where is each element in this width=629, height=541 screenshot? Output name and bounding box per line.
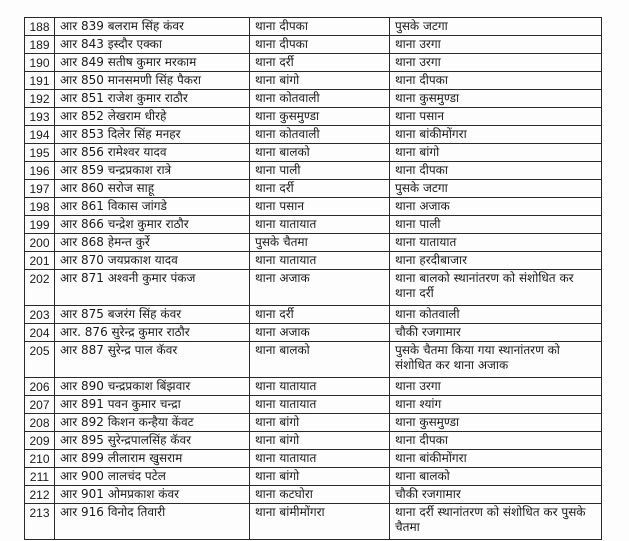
name-cell-text: आर 850 मानसमणी सिंह पैकरा (60, 73, 201, 87)
current-posting-cell-text: थाना पाली (255, 163, 301, 177)
transfer-posting-cell (390, 450, 602, 468)
current-posting-cell (250, 414, 390, 432)
transfer-posting-cell (390, 18, 602, 36)
transfer-posting-cell-text: थाना दर्री स्थानांतरण को संशोधित कर पुसके चैतमा (395, 505, 586, 534)
table-row (25, 270, 602, 306)
name-cell (55, 90, 250, 108)
current-posting-cell (250, 180, 390, 198)
transfer-posting-cell-text: थाना बांगो (395, 145, 440, 159)
current-posting-cell (250, 216, 390, 234)
serial-number-cell (25, 72, 55, 90)
table-row (25, 72, 602, 90)
serial-number-cell (25, 108, 55, 126)
current-posting-cell (250, 324, 390, 342)
current-posting-cell (250, 108, 390, 126)
table-row (25, 108, 602, 126)
current-posting-cell-text: थाना अजाक (255, 325, 310, 339)
current-posting-cell-text: थाना पसान (255, 199, 305, 213)
name-cell (55, 216, 250, 234)
transfer-posting-cell (390, 324, 602, 342)
serial-number-cell (25, 180, 55, 198)
current-posting-cell (250, 18, 390, 36)
serial-number-cell-text: 195 (29, 146, 50, 160)
name-cell-text: आर 852 लेखराम धीरहे (60, 109, 167, 123)
transfer-posting-cell (390, 234, 602, 252)
current-posting-cell-text: थाना बालको (255, 343, 310, 357)
current-posting-cell-text: थाना अजाक (255, 271, 310, 285)
table-row (25, 324, 602, 342)
name-cell (55, 306, 250, 324)
transfer-posting-cell (390, 54, 602, 72)
serial-number-cell-text: 213 (29, 506, 50, 520)
transfer-posting-cell-text: थाना बांकीमोंगरा (395, 127, 467, 141)
serial-number-cell-text: 191 (29, 74, 50, 88)
current-posting-cell (250, 342, 390, 378)
transfer-posting-cell (390, 432, 602, 450)
current-posting-cell-text: थाना कोतवाली (255, 91, 320, 105)
transfer-posting-cell (390, 198, 602, 216)
name-cell (55, 108, 250, 126)
transfer-posting-cell (390, 144, 602, 162)
name-cell-text: आर. 876 सुरेन्द्र कुमार राठौर (60, 325, 190, 339)
transfer-posting-cell (390, 90, 602, 108)
serial-number-cell (25, 504, 55, 540)
transfer-posting-cell-text: थाना श्यांग (395, 397, 442, 411)
serial-number-cell (25, 270, 55, 306)
serial-number-cell-text: 194 (29, 128, 50, 142)
name-cell-text: आर 895 सुरेन्द्रपालसिंह कॅवर (60, 433, 192, 447)
current-posting-cell (250, 90, 390, 108)
name-cell (55, 54, 250, 72)
current-posting-cell-text: थाना कुसमुण्डा (255, 109, 320, 123)
transfer-posting-cell-text: पुसके जटगा (395, 181, 448, 195)
current-posting-cell-text: थाना यातायात (255, 217, 317, 231)
table-row (25, 18, 602, 36)
transfer-posting-cell (390, 378, 602, 396)
serial-number-cell (25, 162, 55, 180)
transfer-posting-cell (390, 126, 602, 144)
table-row (25, 234, 602, 252)
current-posting-cell (250, 432, 390, 450)
serial-number-cell (25, 36, 55, 54)
transfer-posting-cell (390, 162, 602, 180)
table-row (25, 198, 602, 216)
table-row (25, 180, 602, 198)
name-cell-text: आर 900 लालचंद पटेल (60, 469, 166, 483)
serial-number-cell (25, 378, 55, 396)
current-posting-cell-text: थाना कटघोरा (255, 487, 313, 501)
serial-number-cell (25, 18, 55, 36)
table-row (25, 252, 602, 270)
table-row (25, 144, 602, 162)
serial-number-cell-text: 192 (29, 92, 50, 106)
serial-number-cell (25, 324, 55, 342)
serial-number-cell (25, 450, 55, 468)
name-cell-text: आर 890 चन्द्रप्रकाश बिंझवार (60, 379, 191, 393)
transfer-posting-cell-text: थाना कोतवाली (395, 307, 460, 321)
name-cell (55, 378, 250, 396)
name-cell (55, 450, 250, 468)
name-cell-text: आर 853 दिलेर सिंह मनहर (60, 127, 181, 141)
current-posting-cell-text: थाना बांगो (255, 415, 300, 429)
transfer-posting-cell (390, 72, 602, 90)
serial-number-cell-text: 208 (29, 416, 50, 430)
serial-number-cell (25, 486, 55, 504)
name-cell (55, 486, 250, 504)
name-cell (55, 180, 250, 198)
current-posting-cell (250, 396, 390, 414)
transfer-table (24, 17, 602, 540)
name-cell (55, 270, 250, 306)
table-row (25, 216, 602, 234)
transfer-posting-cell-text: थाना हरदीबाजार (395, 253, 467, 267)
serial-number-cell-text: 204 (29, 326, 50, 340)
serial-number-cell-text: 209 (29, 434, 50, 448)
serial-number-cell-text: 211 (29, 470, 50, 484)
current-posting-cell (250, 270, 390, 306)
transfer-posting-cell (390, 36, 602, 54)
transfer-posting-cell-text: थाना उरगा (395, 55, 441, 69)
serial-number-cell (25, 198, 55, 216)
name-cell-text: आर 892 किशन कन्हैया केंवट (60, 415, 194, 429)
serial-number-cell (25, 144, 55, 162)
current-posting-cell (250, 126, 390, 144)
table-row (25, 342, 602, 378)
serial-number-cell-text: 188 (29, 20, 50, 34)
table-row (25, 414, 602, 432)
name-cell-text: आर 859 चन्द्रप्रकाश रात्रे (60, 163, 172, 177)
transfer-posting-cell (390, 396, 602, 414)
name-cell-text: आर 916 विनोद तिवारी (60, 505, 166, 519)
transfer-posting-cell (390, 270, 602, 306)
current-posting-cell-text: थाना यातायात (255, 451, 317, 465)
serial-number-cell (25, 468, 55, 486)
name-cell (55, 162, 250, 180)
current-posting-cell (250, 198, 390, 216)
serial-number-cell-text: 202 (29, 272, 50, 286)
transfer-posting-cell-text: थाना पसान (395, 109, 445, 123)
name-cell-text: आर 868 हेमन्त कुर्रे (60, 235, 150, 249)
name-cell-text: आर 861 विकास जांगडे (60, 199, 167, 213)
transfer-posting-cell-text: थाना पाली (395, 217, 441, 231)
current-posting-cell (250, 234, 390, 252)
name-cell-text: आर 870 जयप्रकाश यादव (60, 253, 178, 267)
name-cell (55, 72, 250, 90)
transfer-posting-cell-text: थाना बांकीमोंगरा (395, 451, 467, 465)
name-cell (55, 468, 250, 486)
serial-number-cell-text: 189 (29, 38, 50, 52)
serial-number-cell (25, 234, 55, 252)
current-posting-cell-text: थाना बांगो (255, 73, 300, 87)
transfer-posting-cell-text: थाना कुसमुण्डा (395, 91, 460, 105)
name-cell (55, 198, 250, 216)
current-posting-cell (250, 306, 390, 324)
table-row (25, 162, 602, 180)
serial-number-cell (25, 414, 55, 432)
name-cell-text: आर 891 पवन कुमार चन्द्रा (60, 397, 181, 411)
transfer-posting-cell (390, 180, 602, 198)
serial-number-cell-text: 210 (29, 452, 50, 466)
name-cell (55, 36, 250, 54)
serial-number-cell-text: 207 (29, 398, 50, 412)
serial-number-cell (25, 54, 55, 72)
current-posting-cell-text: थाना दर्री (255, 55, 294, 69)
table-row (25, 450, 602, 468)
name-cell-text: आर 856 रामेश्वर यादव (60, 145, 167, 159)
current-posting-cell-text: पुसके चैतमा (255, 235, 308, 249)
name-cell (55, 396, 250, 414)
name-cell (55, 252, 250, 270)
table-row (25, 396, 602, 414)
table-body (25, 18, 602, 540)
transfer-posting-cell-text: थाना दीपका (395, 433, 448, 447)
name-cell-text: आर 839 बलराम सिंह कंवर (60, 19, 184, 33)
name-cell (55, 234, 250, 252)
serial-number-cell (25, 306, 55, 324)
current-posting-cell-text: थाना यातायात (255, 379, 317, 393)
serial-number-cell-text: 196 (29, 164, 50, 178)
current-posting-cell (250, 144, 390, 162)
transfer-posting-cell (390, 486, 602, 504)
current-posting-cell (250, 72, 390, 90)
current-posting-cell-text: थाना यातायात (255, 253, 317, 267)
current-posting-cell (250, 252, 390, 270)
serial-number-cell-text: 198 (29, 200, 50, 214)
transfer-posting-cell-text: थाना बालको (395, 469, 450, 483)
current-posting-cell (250, 450, 390, 468)
transfer-posting-cell-text: पुसके चैतमा किया गया स्थानांतरण को संशोधित कर थाना अजाक (395, 343, 560, 372)
current-posting-cell-text: थाना बालको (255, 145, 310, 159)
table-row (25, 306, 602, 324)
name-cell-text: आर 887 सुरेन्द्र पाल कॅवर (60, 343, 178, 357)
current-posting-cell-text: थाना दीपका (255, 19, 308, 33)
transfer-posting-cell-text: चौकी रजगामार (395, 487, 461, 501)
table-row (25, 36, 602, 54)
serial-number-cell-text: 206 (29, 380, 50, 394)
current-posting-cell-text: थाना कोतवाली (255, 127, 320, 141)
transfer-posting-cell (390, 504, 602, 540)
table-row (25, 468, 602, 486)
name-cell (55, 342, 250, 378)
current-posting-cell (250, 54, 390, 72)
name-cell-text: आर 866 चन्द्रेश कुमार राठौर (60, 217, 189, 231)
name-cell-text: आर 901 ओमप्रकाश कंवर (60, 487, 180, 501)
name-cell-text: आर 871 अश्वनी कुमार पंकज (60, 271, 196, 285)
transfer-posting-cell-text: थाना अजाक (395, 199, 450, 213)
serial-number-cell-text: 190 (29, 56, 50, 70)
current-posting-cell-text: थाना दर्री (255, 307, 294, 321)
serial-number-cell (25, 216, 55, 234)
current-posting-cell-text: थाना बांगो (255, 469, 300, 483)
serial-number-cell (25, 90, 55, 108)
table-row (25, 486, 602, 504)
name-cell (55, 144, 250, 162)
name-cell (55, 432, 250, 450)
table-row (25, 378, 602, 396)
name-cell (55, 126, 250, 144)
table-row (25, 126, 602, 144)
serial-number-cell-text: 203 (29, 308, 50, 322)
name-cell-text: आर 899 लीलाराम खुसराम (60, 451, 183, 465)
name-cell-text: आर 875 बजरंग सिंह कंवर (60, 307, 182, 321)
name-cell-text: आर 843 इस्दौर एक्का (60, 37, 162, 51)
transfer-posting-cell-text: थाना दीपका (395, 163, 448, 177)
serial-number-cell (25, 126, 55, 144)
serial-number-cell-text: 200 (29, 236, 50, 250)
serial-number-cell-text: 193 (29, 110, 50, 124)
serial-number-cell (25, 342, 55, 378)
current-posting-cell-text: थाना यातायात (255, 397, 317, 411)
transfer-posting-cell-text: चौकी रजगामार (395, 325, 461, 339)
current-posting-cell-text: थाना बांमीमोंगरा (255, 505, 325, 519)
table-row (25, 432, 602, 450)
serial-number-cell-text: 197 (29, 182, 50, 196)
transfer-posting-cell (390, 414, 602, 432)
serial-number-cell-text: 205 (29, 344, 50, 358)
current-posting-cell-text: थाना दर्री (255, 181, 294, 195)
serial-number-cell-text: 212 (29, 488, 50, 502)
transfer-posting-cell-text: थाना बालको स्थानांतरण को संशोधित कर थाना दर्री (395, 271, 574, 300)
name-cell-text: आर 849 सतीष कुमार मरकाम (60, 55, 197, 69)
table-row (25, 504, 602, 540)
name-cell (55, 324, 250, 342)
current-posting-cell (250, 486, 390, 504)
current-posting-cell (250, 36, 390, 54)
transfer-posting-cell (390, 216, 602, 234)
current-posting-cell (250, 162, 390, 180)
transfer-posting-cell (390, 468, 602, 486)
serial-number-cell (25, 252, 55, 270)
name-cell-text: आर 851 राजेश कुमार राठौर (60, 91, 188, 105)
transfer-posting-cell-text: थाना दीपका (395, 73, 448, 87)
transfer-posting-cell (390, 342, 602, 378)
transfer-posting-cell (390, 306, 602, 324)
table-row (25, 90, 602, 108)
current-posting-cell (250, 378, 390, 396)
name-cell (55, 504, 250, 540)
serial-number-cell-text: 201 (29, 254, 50, 268)
current-posting-cell (250, 468, 390, 486)
transfer-posting-cell-text: थाना यातायात (395, 235, 457, 249)
name-cell-text: आर 860 सरोज साहू (60, 181, 155, 195)
transfer-posting-cell (390, 108, 602, 126)
transfer-posting-cell-text: थाना उरगा (395, 379, 441, 393)
serial-number-cell-text: 199 (29, 218, 50, 232)
name-cell (55, 18, 250, 36)
transfer-posting-cell-text: पुसके जटगा (395, 19, 448, 33)
name-cell (55, 414, 250, 432)
current-posting-cell (250, 504, 390, 540)
serial-number-cell (25, 396, 55, 414)
table-row (25, 54, 602, 72)
serial-number-cell (25, 432, 55, 450)
transfer-posting-cell-text: थाना कुसमुण्डा (395, 415, 460, 429)
transfer-posting-cell (390, 252, 602, 270)
current-posting-cell-text: थाना बांगो (255, 433, 300, 447)
transfer-posting-cell-text: थाना उरगा (395, 37, 441, 51)
current-posting-cell-text: थाना दीपका (255, 37, 308, 51)
